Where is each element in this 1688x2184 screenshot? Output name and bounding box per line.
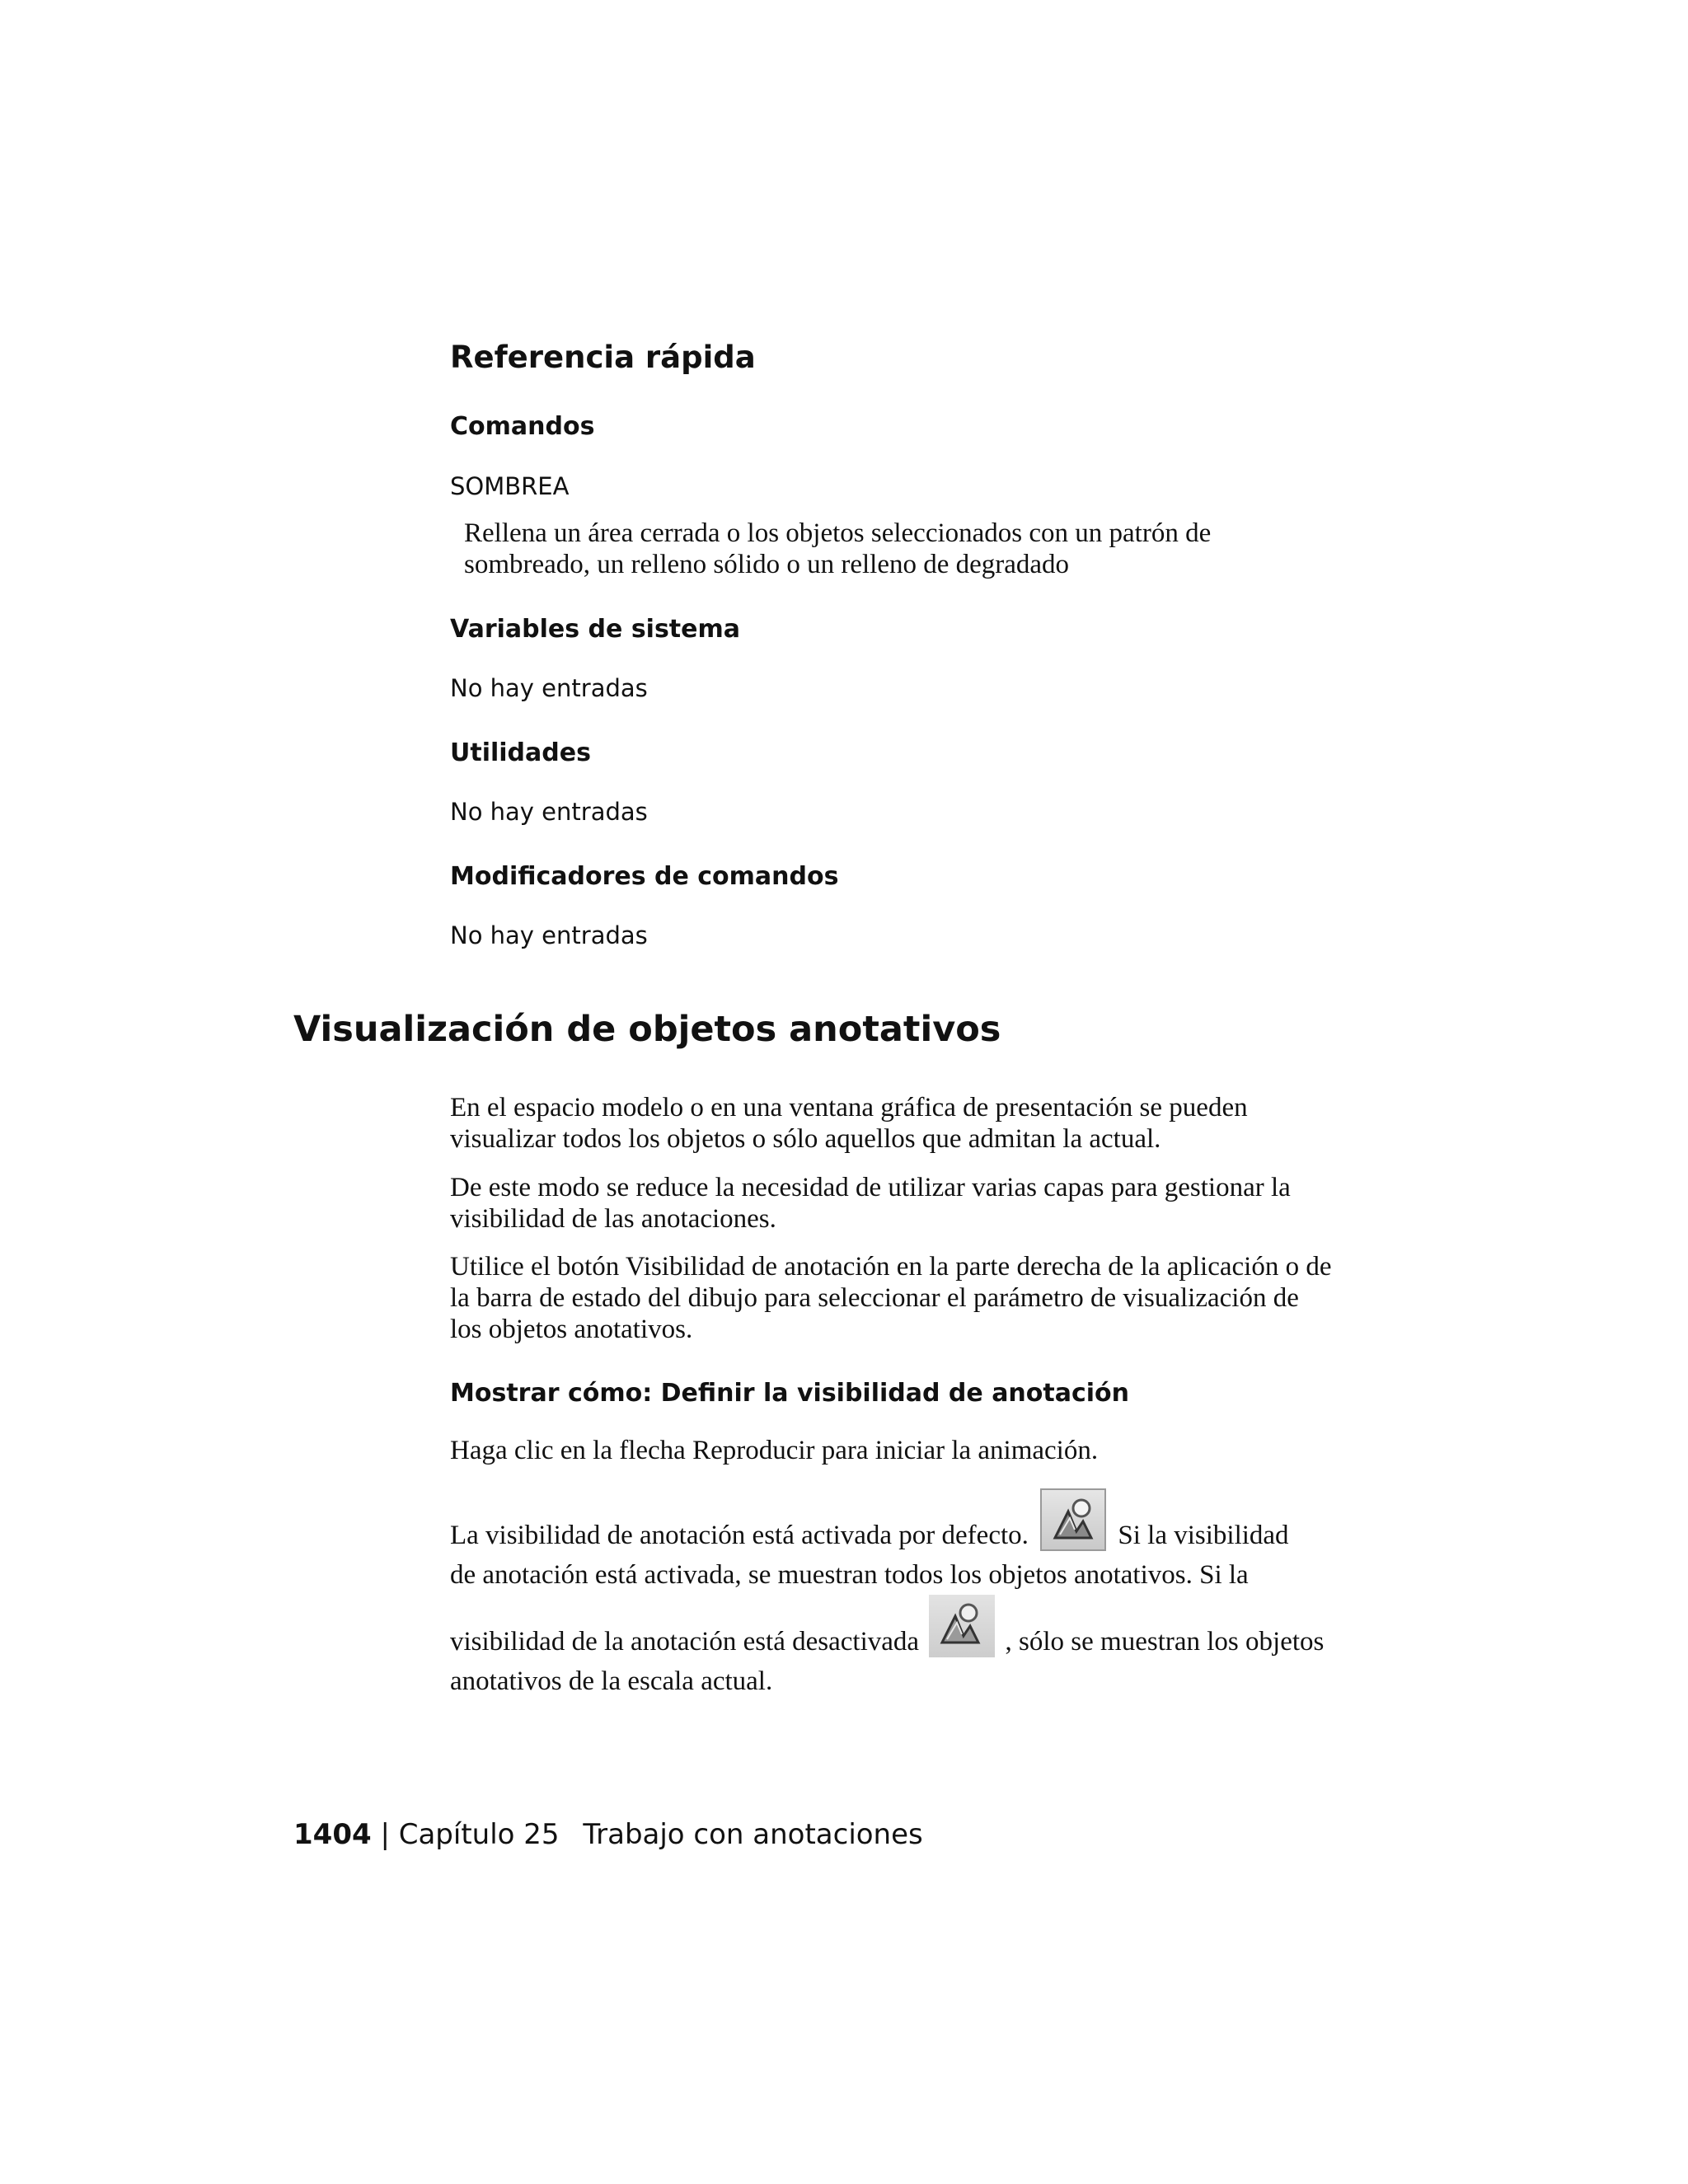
utilities-value: No hay entradas xyxy=(450,798,648,826)
annotation-visibility-on-icon xyxy=(1040,1488,1106,1551)
visibility-text-5: , sólo se muestran los objetos xyxy=(1005,1627,1325,1657)
chapter-title: Trabajo con anotaciones xyxy=(583,1818,923,1851)
section-paragraph-1: En el espacio modelo o en una ventana gráfica de presentación se pueden visualizar todos los objetos o sólo aquellos que admitan la actual. xyxy=(450,1093,1248,1154)
visibility-text-1: La visibilidad de anotación está activada por defecto. xyxy=(450,1521,1029,1550)
visibility-text-2: Si la visibilidad xyxy=(1118,1521,1289,1550)
page-number: 1404 xyxy=(293,1818,372,1851)
system-variables-value: No hay entradas xyxy=(450,674,648,702)
footer-separator: | xyxy=(380,1818,390,1851)
utilities-heading: Utilidades xyxy=(450,738,591,767)
visibility-text-3: de anotación está activada, se muestran todos los objetos anotativos. Si la xyxy=(450,1560,1249,1590)
command-description: Rellena un área cerrada o los objetos seleccionados con un patrón de sombreado, un relleno sólido o un relleno de degradado xyxy=(464,518,1212,579)
commands-heading: Comandos xyxy=(450,412,595,441)
system-variables-heading: Variables de sistema xyxy=(450,615,741,644)
visibility-line-1 xyxy=(450,1488,1289,1551)
play-instruction: Haga clic en la flecha Reproducir para iniciar la animación. xyxy=(450,1436,1099,1465)
page-footer xyxy=(293,1818,923,1851)
section-title: Visualización de objetos anotativos xyxy=(293,1009,1001,1050)
visibility-text-4: visibilidad de la anotación está desactivada xyxy=(450,1627,920,1657)
command-modifiers-heading: Modificadores de comandos xyxy=(450,862,839,891)
command-name: SOMBREA xyxy=(450,472,570,500)
annotation-visibility-off-icon xyxy=(929,1595,995,1657)
visibility-line-3 xyxy=(450,1595,1324,1657)
visibility-text-6: anotativos de la escala actual. xyxy=(450,1666,773,1696)
section-paragraph-3: Utilice el botón Visibilidad de anotación en la parte derecha de la aplicación o de la barra de estado del dibujo para seleccionar el parámetro de visualización de los objetos anotativos. xyxy=(450,1252,1332,1344)
show-me-heading: Mostrar cómo: Definir la visibilidad de anotación xyxy=(450,1379,1130,1408)
command-modifiers-value: No hay entradas xyxy=(450,921,648,949)
section-paragraph-2: De este modo se reduce la necesidad de utilizar varias capas para gestionar la visibilidad de las anotaciones. xyxy=(450,1173,1291,1234)
quick-reference-heading: Referencia rápida xyxy=(450,340,756,375)
chapter-label: Capítulo 25 xyxy=(398,1818,560,1851)
